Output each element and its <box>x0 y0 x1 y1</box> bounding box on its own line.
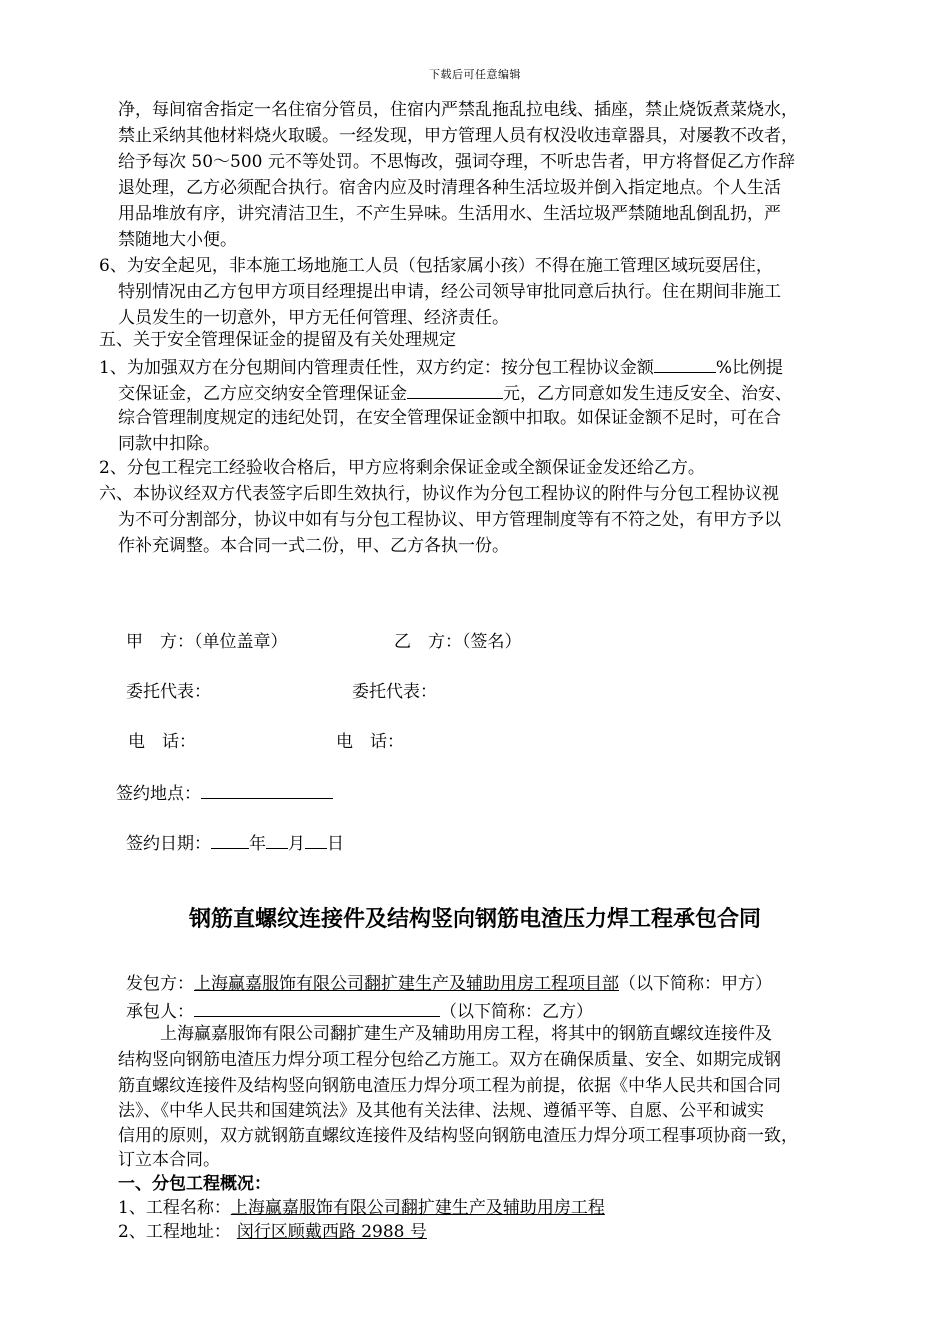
clause-5-1-line <box>118 382 792 404</box>
intro-line: 筋直螺纹连接件及结构竖向钢筋电渣压力焊分项工程为前提，依据《中华人民共和国合同 <box>118 1076 781 1096</box>
percent-blank[interactable] <box>654 356 716 373</box>
section-6: 六、本协议经双方代表签字后即生效执行，协议作为分包工程协议的附件与分包工程协议视 <box>99 484 779 504</box>
year-blank[interactable] <box>211 832 249 849</box>
intro-line: 法》、《中华人民共和国建筑法》及其他有关法律、法规、遵循平等、自愿、公平和诚实 <box>118 1101 764 1121</box>
sign-place-blank[interactable] <box>201 782 333 799</box>
contractor-label: 发包方： <box>126 974 194 994</box>
section-6-line: 为不可分割部分，协议中如有与分包工程协议、甲方管理制度等有不符之处，有甲方予以 <box>118 510 781 530</box>
paragraph-line: 给予每次 50～500 元不等处罚。不思悔改，强词夺理，不听忠告者，甲方将督促乙方作辞 <box>118 152 795 172</box>
section-5-title: 五、关于安全管理保证金的提留及有关处理规定 <box>99 330 456 350</box>
year-label: 年 <box>249 834 266 854</box>
project-address-line <box>118 1222 427 1242</box>
contractor-name: 上海赢嘉服饰有限公司翻扩建生产及辅助用房工程项目部 <box>194 974 619 994</box>
day-blank[interactable] <box>305 832 327 849</box>
project-name-value: 上海赢嘉服饰有限公司翻扩建生产及辅助用房工程 <box>230 1198 605 1218</box>
month-label: 月 <box>288 834 305 854</box>
day-label: 日 <box>327 834 344 854</box>
paragraph-line: 用品堆放有序，讲究清洁卫生，不产生异味。生活用水、生活垃圾严禁随地乱倒乱扔，严 <box>118 204 781 224</box>
subcontractor-blank[interactable] <box>194 1000 440 1017</box>
clause-5-1-text: 元，乙方同意如发生违反安全、治安、 <box>503 384 792 404</box>
intro-line: 信用的原则，双方就钢筋直螺纹连接件及结构竖向钢筋电渣压力焊分项工程事项协商一致， <box>118 1126 798 1146</box>
intro-line: 上海赢嘉服饰有限公司翻扩建生产及辅助用房工程，将其中的钢筋直螺纹连接件及 <box>160 1024 772 1044</box>
clause-5-1-text: %比例提 <box>715 358 783 378</box>
clause-6: 6、为安全起见，非本施工场地施工人员（包括家属小孩）不得在施工管理区域玩耍居住， <box>99 256 773 276</box>
intro-line: 结构竖向钢筋电渣压力焊分项工程分包给乙方施工。双方在确保质量、安全、如期完成钢 <box>118 1050 781 1070</box>
project-address-value: 闵行区顾戴西路 2988 号 <box>236 1222 427 1242</box>
rep-a-label: 委托代表： <box>126 682 211 702</box>
page-header: 下载后可任意编辑 <box>429 68 521 81</box>
project-address-label: 2、工程地址： <box>118 1222 231 1242</box>
project-name-label: 1、工程名称： <box>118 1198 231 1218</box>
subcontractor-label: 承包人： <box>126 1002 194 1022</box>
overview-title: 一、分包工程概况： <box>118 1174 271 1194</box>
clause-6-line: 人员发生的一切意外，甲方无任何管理、经济责任。 <box>118 308 509 328</box>
clause-5-1-line: 同款中扣除。 <box>118 434 220 454</box>
paragraph-line: 禁止采纳其他材料烧火取暖。一经发现，甲方管理人员有权没收违章器具，对屡教不改者， <box>118 126 798 146</box>
sign-place <box>116 782 333 804</box>
sign-date <box>126 832 344 854</box>
paragraph-line: 禁随地大小便。 <box>118 230 237 250</box>
clause-5-1-text: 1、为加强双方在分包期间内管理责任性，双方约定：按分包工程协议金额 <box>99 358 654 378</box>
tel-a-label: 电 话： <box>128 732 196 752</box>
party-b-label: 乙 方：（签名） <box>394 632 522 652</box>
clause-6-line: 特别情况由乙方包甲方项目经理提出申请，经公司领导审批同意后执行。住在期间非施工 <box>118 282 781 302</box>
clause-5-1 <box>99 356 783 378</box>
paragraph-line: 净，每间宿舍指定一名住宿分管员，住宿内严禁乱拖乱拉电线、插座，禁止烧饭煮菜烧水， <box>118 100 798 120</box>
subcontractor-suffix: （以下简称：乙方） <box>440 1002 593 1022</box>
contract-title: 钢筋直螺纹连接件及结构竖向钢筋电渣压力焊工程承包合同 <box>188 907 761 932</box>
tel-b-label: 电 话： <box>336 732 404 752</box>
intro-line: 订立本合同。 <box>118 1150 220 1170</box>
clause-5-1-text: 交保证金，乙方应交纳安全管理保证金 <box>118 384 407 404</box>
clause-5-1-line: 综合管理制度规定的违纪处罚，在安全管理保证金额中扣取。如保证金额不足时，可在合 <box>118 408 781 428</box>
rep-b-label: 委托代表： <box>352 682 437 702</box>
contractor-suffix: （以下简称：甲方） <box>619 974 772 994</box>
paragraph-line: 退处理，乙方必须配合执行。宿舍内应及时清理各种生活垃圾并倒入指定地点。个人生活 <box>118 178 781 198</box>
sign-place-label: 签约地点： <box>116 784 201 804</box>
deposit-amount-blank[interactable] <box>407 382 503 399</box>
sign-date-label: 签约日期： <box>126 834 211 854</box>
project-name-line <box>118 1198 605 1218</box>
party-a-label: 甲 方：（单位盖章） <box>126 632 288 652</box>
subcontractor-line <box>126 1000 593 1022</box>
section-6-line: 作补充调整。本合同一式二份，甲、乙方各执一份。 <box>118 536 509 556</box>
month-blank[interactable] <box>266 832 288 849</box>
clause-5-2: 2、分包工程完工经验收合格后，甲方应将剩余保证金或全额保证金发还给乙方。 <box>99 458 705 478</box>
contractor-line <box>126 974 772 994</box>
